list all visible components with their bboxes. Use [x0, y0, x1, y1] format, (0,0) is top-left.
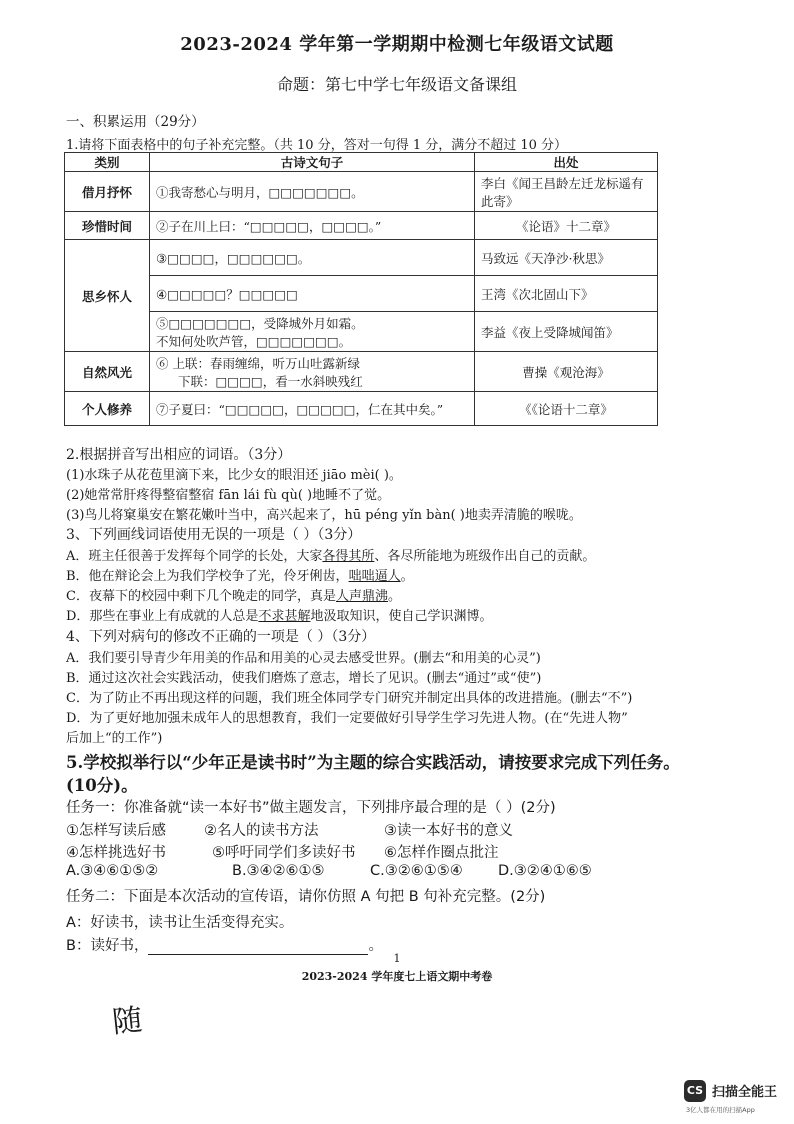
task-1-item: ⑤呼吁同学们多读好书 — [212, 845, 356, 861]
option-text: 。 — [400, 569, 414, 584]
option-text: 地汲取知识，使自己学识渊博。 — [310, 609, 493, 624]
table-source: 曹操《观沧海》 — [475, 352, 658, 392]
task-1-stem: 任务一：你准备就“读一本好书”做主题发言，下列排序最合理的是（ ）(2分) — [66, 800, 556, 816]
table-row — [65, 392, 658, 426]
table-sentence-line: 下联：□□□□，看一水斜映残红 — [178, 373, 363, 389]
table-header-row — [65, 153, 658, 172]
page-footer: 2023-2024 学年度七上语文期中考卷 — [301, 970, 493, 983]
task-1-item: ⑥怎样作圈点批注 — [384, 845, 499, 861]
question-4-option: D．为了更好地加强未成年人的思想教育，我们一定要做好引导学生学习先进人物。(在“先进人物” — [66, 711, 628, 726]
question-3-stem: 3、下列画线词语使用无误的一项是（ ）（3分） — [66, 527, 362, 543]
table-source: 《《论语十二章》 — [475, 392, 658, 426]
question-4-option-continued: 后加上“的工作”) — [66, 731, 163, 746]
underlined-phrase: 不求甚解 — [258, 609, 311, 624]
question-2-item: (2)她常常肝疼得整宿整宿 fān lái fù qù( )地睡不了觉。 — [66, 488, 391, 503]
page-title: 2023-2024 学年第一学期期中检测七年级语文试题 — [180, 34, 614, 55]
option-text: 。 — [387, 589, 401, 604]
table-source: 李益《夜上受降城闻笛》 — [475, 312, 658, 352]
underlined-phrase: 咄咄逼人 — [348, 569, 401, 584]
option-text: B．他在辩论会上为我们学校争了光，伶牙俐齿， — [66, 569, 349, 584]
table-source: 马致远《天净沙·秋思》 — [475, 240, 658, 276]
task-1-item: ②名人的读书方法 — [204, 823, 319, 839]
task-1-choice: A.③④⑥①⑤② — [66, 863, 159, 879]
option-text: 、各尽所能地为班级作出自己的贡献。 — [374, 549, 596, 564]
question-2-item: (3)鸟儿将窠巢安在繁花嫩叶当中，高兴起来了，hū péng yǐn bàn( )地卖弄清脆的喉咙。 — [66, 508, 582, 523]
table-row — [65, 312, 658, 352]
table-source: 李白《闻王昌龄左迁龙标遥有此寄》 — [475, 172, 658, 212]
task-1-item: ①怎样写读后感 — [66, 823, 166, 839]
question-3-option — [66, 605, 492, 624]
option-text: A．班主任很善于发挥每个同学的长处，大家 — [66, 549, 323, 564]
task-1-choice: B.③④②⑥①⑤ — [232, 863, 325, 879]
handwritten-mark: 随 — [110, 1002, 145, 1041]
table-sentence: ①我寄愁心与明月，□□□□□□□。 — [150, 172, 475, 212]
question-4-option: A．我们要引导青少年用美的作品和用美的心灵去感受世界。(删去“和用美的心灵”) — [66, 651, 541, 666]
question-2-item: (1)水珠子从花苞里滴下来，比少女的眼泪还 jiāo mèi( )。 — [66, 468, 402, 483]
camscanner-logo-icon: CS — [684, 1080, 706, 1102]
question-4-stem: 4、下列对病句的修改不正确的一项是（ ）（3分） — [66, 629, 376, 645]
table-sentence — [150, 312, 475, 352]
table-row — [65, 240, 658, 276]
table-category: 个人修养 — [65, 392, 150, 426]
table-category: 思乡怀人 — [65, 240, 150, 352]
table-row — [65, 172, 658, 212]
table-source: 《论语》十二章》 — [475, 212, 658, 240]
task-2-answer-prefix: B：读好书， — [66, 938, 149, 954]
table-sentence: ④□□□□□？□□□□□ — [150, 276, 475, 312]
table-category: 借月抒怀 — [65, 172, 150, 212]
question-3-option — [66, 585, 401, 604]
table-sentence: ⑦子夏曰：“□□□□□，□□□□□，仁在其中矣。” — [150, 392, 475, 426]
watermark-name: 扫描全能王 — [712, 1085, 778, 1100]
table-sentence: ③□□□□，□□□□□□。 — [150, 240, 475, 276]
task-2-example: A：好读书，读书让生活变得充实。 — [66, 915, 294, 931]
table-row — [65, 352, 658, 392]
table-header: 出处 — [475, 153, 658, 172]
table-source: 王湾《次北固山下》 — [475, 276, 658, 312]
question-3-option — [66, 545, 595, 564]
option-text: D．那些在事业上有成就的人总是 — [66, 609, 259, 624]
question-4-option: B．通过这次社会实践活动，使我们磨炼了意志，增长了见识。(删去“通过”或“使”) — [66, 671, 542, 686]
question-4-option: C．为了防止不再出现这样的问题，我们班全体同学专门研究并制定出具体的改进措施。(删去“不”) — [66, 691, 633, 706]
page-number: 1 — [393, 952, 401, 965]
table-row — [65, 212, 658, 240]
table-header: 古诗文句子 — [150, 153, 475, 172]
question-3-option — [66, 565, 414, 584]
table-sentence-line: ⑤□□□□□□□，受降城外月如霜。 — [156, 315, 364, 331]
task-1-item: ④怎样挑选好书 — [66, 845, 166, 861]
task-1-item: ③读一本好书的意义 — [384, 823, 513, 839]
table-header: 类别 — [65, 153, 150, 172]
task-2-answer-end: 。 — [368, 938, 383, 954]
table-sentence — [150, 352, 475, 392]
watermark-tagline: 3亿人都在用的扫描App — [686, 1106, 755, 1114]
table-sentence-line: 不知何处吹芦管，□□□□□□□。 — [156, 333, 352, 349]
table-sentence: ②子在川上曰：“□□□□□，□□□□。” — [150, 212, 475, 240]
underlined-phrase: 各得其所 — [322, 549, 375, 564]
page-subtitle: 命题：第七中学七年级语文备课组 — [276, 75, 517, 94]
table-row — [65, 276, 658, 312]
question-5-stem: 5.学校拟举行以“少年正是读书时”为主题的综合实践活动，请按要求完成下列任务。 — [66, 753, 680, 772]
table-category: 自然风光 — [65, 352, 150, 392]
task-1-choice: C.③②⑥①⑤④ — [370, 863, 463, 879]
task-2-stem: 任务二：下面是本次活动的宣传语，请你仿照 A 句把 B 句补充完整。(2分) — [66, 889, 546, 905]
question-1-stem: 1.请将下面表格中的句子补充完整。（共 10 分，答对一句得 1 分，满分不超过 10 分） — [66, 138, 568, 153]
table-category: 珍惜时间 — [65, 212, 150, 240]
question-2-stem: 2.根据拼音写出相应的词语。（3分） — [66, 447, 292, 463]
task-1-choice: D.③②④①⑥⑤ — [498, 863, 592, 879]
table-sentence-line: ⑥ 上联：春雨缠绵，听万山吐露新绿 — [156, 355, 360, 371]
poetry-table — [64, 152, 658, 426]
underlined-phrase: 人声鼎沸 — [335, 589, 388, 604]
question-5-stem-continued: (10分)。 — [66, 776, 138, 795]
option-text: C．夜幕下的校园中剩下几个晚走的同学，真是 — [66, 589, 336, 604]
section-heading: 一、积累运用（29分） — [66, 114, 205, 130]
